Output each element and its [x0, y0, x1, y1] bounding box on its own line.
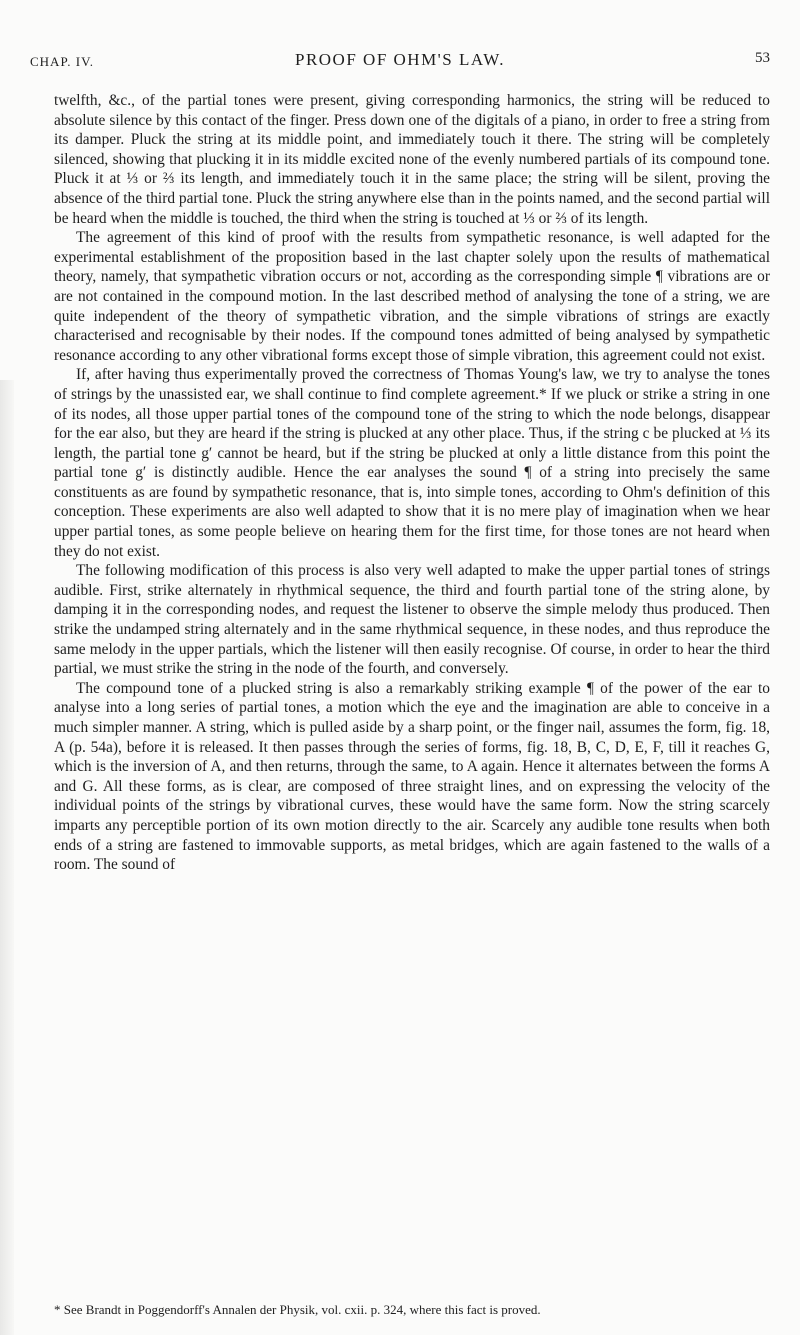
paragraph: twelfth, &c., of the partial tones were present, giving corresponding harmonics, the string will be reduced to absolute silence by this contact of the finger. Press down one of the digitals of a piano, in order to free a string from its damper. Pluck the string at its middle point, and immediately touch it there. The string will be completely silenced, showing that plucking it in its middle excited none of the evenly numbered partials of its compound tone. Pluck it at ⅓ or ⅔ its length, and immediately touch it in the same place; the string will be silent, proving the absence of the third partial tone. Pluck the string anywhere else than in the points named, and the second partial will be heard when the middle is touched, the third when the string is touched at ⅓ or ⅔ of its length.	[54, 92, 770, 227]
body-text	[54, 91, 770, 875]
page-edge-shadow	[0, 380, 14, 1335]
running-title: PROOF OF OHM'S LAW.	[294, 50, 505, 69]
paragraph: The agreement of this kind of proof with the results from sympathetic resonance, is well adapted for the experimental establishment of the proposition based in the last chapter solely upon the results of mathematical theory, namely, that sympathetic vibration occurs or not, according as the corresponding simple ¶ vibrations are or are not contained in the compound motion. In the last described method of analysing the tone of a string, we are quite independent of the theory of sympathetic vibration, and the simple vibrations of strings are exactly characterised and recognisable by their nodes. If the compound tones admitted of being analysed by sympathetic resonance according to any other vibrational forms except those of simple vibration, this agreement could not exist.	[54, 229, 770, 364]
paragraph: The compound tone of a plucked string is also a remarkably striking example ¶ of the power of the ear to analyse into a long series of partial tones, a motion which the eye and the imagination are able to conceive in a much simpler manner. A string, which is pulled aside by a sharp point, or the finger nail, assumes the form, fig. 18, A (p. 54a), before it is released. It then passes through the series of forms, fig. 18, B, C, D, E, F, till it reaches G, which is the inversion of A, and then returns, through the same, to A again. Hence it alternates between the forms A and G. All these forms, as is clear, are composed of three straight lines, and on expressing the velocity of the individual points of the strings by vibrational curves, these would have the same form. Now the string scarcely imparts any perceptible portion of its own motion directly to the air. Scarcely any audible tone results when both ends of a string are fastened to immovable supports, as metal bridges, which are again fastened to the walls of a room. The sound of	[54, 679, 770, 874]
page-number: 53	[755, 50, 770, 66]
paragraph: If, after having thus experimentally proved the correctness of Thomas Young's law, we try to analyse the tones of strings by the unassisted ear, we shall continue to find complete agreement.* If we pluck or strike a string in one of its nodes, all those upper partial tones of the compound tone of the string to which the node belongs, disappear for the ear also, but they are heard if the string is plucked at any other place. Thus, if the string c be plucked at ⅓ its length, the partial tone g′ cannot be heard, but if the string be plucked at only a little distance from this point the partial tone g′ is distinctly audible. Hence the ear analyses the sound ¶ of a string into precisely the same constituents as are found by sympathetic resonance, that is, into simple tones, according to Ohm's definition of this conception. These experiments are also well adapted to show that it is no mere play of imagination when we hear upper partial tones, as some people believe on hearing them for the first time, for those tones are not heard when they do not exist.	[54, 366, 770, 560]
chapter-label: CHAP. IV.	[30, 54, 95, 69]
running-header	[30, 46, 770, 78]
paragraph: The following modification of this process is also very well adapted to make the upper partial tones of strings audible. First, strike alternately in rhythmical sequence, the third and fourth partial tone of the string alone, by damping it in the corresponding nodes, and request the listener to observe the simple melody thus produced. Then strike the undamped string alternately and in the same rhythmical sequence, in these nodes, and thus reproduce the same melody in the upper partials, which the listener will then easily recognise. Of course, in order to hear the third partial, we must strike the string in the node of the fourth, and conversely.	[54, 562, 770, 678]
footnote: * See Brandt in Poggendorff's Annalen der Physik, vol. cxii. p. 324, where this fact is proved.	[54, 1302, 541, 1317]
